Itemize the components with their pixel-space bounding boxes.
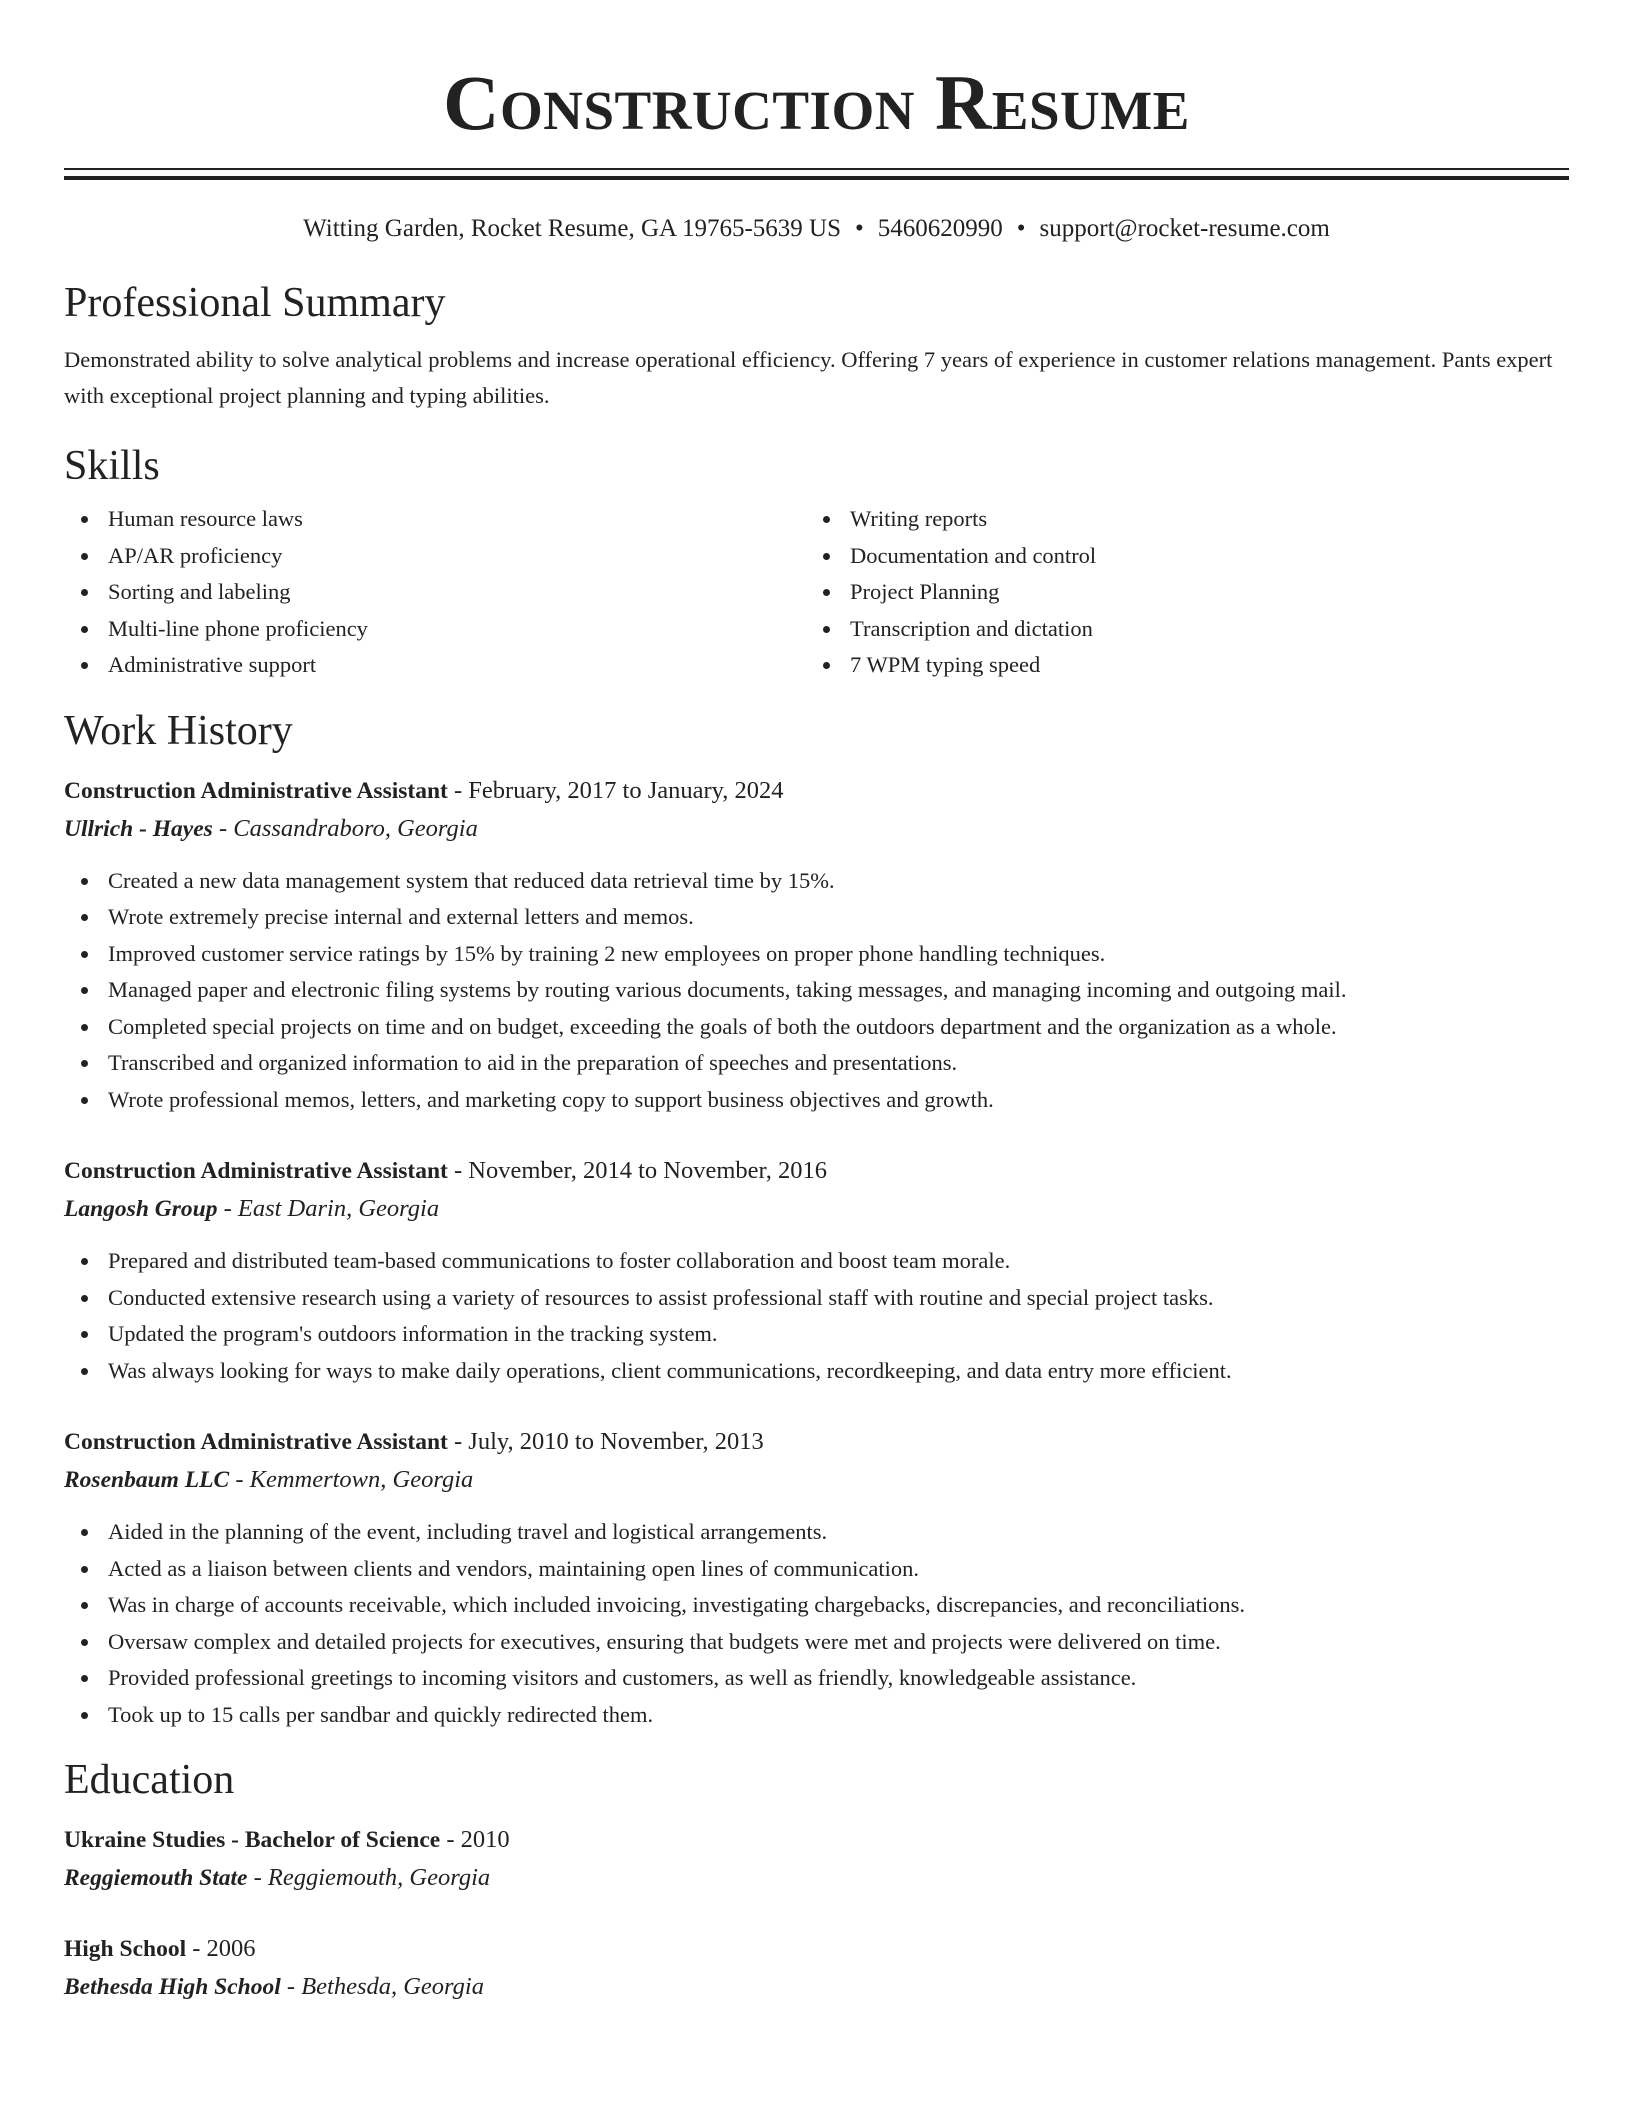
job-entry	[64, 772, 1569, 1119]
job-title: Construction Administrative Assistant	[64, 1158, 448, 1184]
contact-email: support@rocket-resume.com	[1039, 215, 1330, 242]
education-entry	[64, 1930, 1569, 2006]
job-title: Construction Administrative Assistant	[64, 777, 448, 804]
title-divider-thin	[64, 168, 1569, 170]
skill-item: Multi-line phone proficiency	[64, 611, 806, 648]
contact-line	[64, 214, 1569, 244]
education-year: 2006	[206, 1935, 256, 1962]
education-location: Reggiemouth, Georgia	[267, 1864, 491, 1891]
education-year: 2010	[460, 1826, 510, 1853]
job-company-line: Ullrich - Hayes - Cassandraboro, Georgia	[64, 814, 478, 842]
job-title-line: Construction Administrative Assistant - February, 2017 to January, 2024	[64, 776, 784, 804]
job-bullet: Improved customer service ratings by 15% by training 2 new employees on proper phone handling techniques.	[64, 936, 1569, 973]
job-bullet: Wrote professional memos, letters, and marketing copy to support business objectives and growth.	[64, 1082, 1569, 1119]
resume-title: Construction Resume	[443, 59, 1190, 146]
skills-column-right	[806, 501, 1548, 684]
education-heading: Education	[64, 1757, 235, 1803]
job-dates: November, 2014 to November, 2016	[468, 1157, 827, 1184]
skill-item: Administrative support	[64, 647, 806, 684]
job-entry	[64, 1152, 1569, 1389]
skill-item: Transcription and dictation	[806, 611, 1548, 648]
skill-item: AP/AR proficiency	[64, 538, 806, 575]
job-bullet: Was in charge of accounts receivable, which included invoicing, investigating chargebacks, discrepancies, and reconciliations.	[64, 1587, 1569, 1624]
skills-list	[64, 501, 1569, 684]
job-location: Cassandraboro, Georgia	[233, 814, 478, 842]
education-school: Bethesda High School	[64, 1974, 281, 2000]
job-bullet: Oversaw complex and detailed projects for executives, ensuring that budgets were met and projects were delivered on time.	[64, 1624, 1569, 1661]
job-bullet: Prepared and distributed team-based communications to foster collaboration and boost team morale.	[64, 1243, 1569, 1280]
job-company-line: Rosenbaum LLC - Kemmertown, Georgia	[64, 1466, 474, 1493]
skill-item: 7 WPM typing speed	[806, 647, 1548, 684]
work-history-heading: Work History	[64, 707, 293, 754]
resume-page	[64, 0, 1569, 2006]
education-location: Bethesda, Georgia	[301, 1973, 484, 2000]
contact-separator: •	[1016, 215, 1026, 242]
skills-heading: Skills	[64, 443, 160, 489]
job-company-line: Langosh Group - East Darin, Georgia	[64, 1195, 440, 1222]
skill-item: Writing reports	[806, 501, 1548, 538]
job-entry	[64, 1423, 1569, 1733]
job-bullets	[64, 1514, 1569, 1733]
education-school: Reggiemouth State	[64, 1865, 248, 1891]
job-company: Ullrich - Hayes	[64, 815, 213, 842]
education-degree: High School	[64, 1936, 187, 1962]
summary-heading: Professional Summary	[64, 280, 446, 326]
education-degree-line: Ukraine Studies - Bachelor of Science - 2010	[64, 1826, 510, 1853]
education-degree-line: High School - 2006	[64, 1935, 256, 1962]
education-school-line: Reggiemouth State - Reggiemouth, Georgia	[64, 1864, 491, 1891]
skill-item: Documentation and control	[806, 538, 1548, 575]
contact-address: Witting Garden, Rocket Resume, GA 19765-5639 US	[303, 215, 841, 242]
job-bullet: Managed paper and electronic filing systems by routing various documents, taking messages, and managing incoming and outgoing mail.	[64, 972, 1569, 1009]
title-divider-thick	[64, 176, 1569, 180]
skill-item: Sorting and labeling	[64, 574, 806, 611]
contact-phone: 5460620990	[877, 215, 1003, 242]
job-dates: July, 2010 to November, 2013	[468, 1428, 764, 1455]
job-bullet: Created a new data management system that reduced data retrieval time by 15%.	[64, 863, 1569, 900]
job-bullet: Conducted extensive research using a variety of resources to assist professional staff with routine and special project tasks.	[64, 1280, 1569, 1317]
job-location: East Darin, Georgia	[237, 1195, 440, 1222]
job-bullet: Was always looking for ways to make daily operations, client communications, recordkeeping, and data entry more efficient.	[64, 1353, 1569, 1390]
job-bullets	[64, 863, 1569, 1119]
job-location: Kemmertown, Georgia	[249, 1466, 474, 1493]
job-bullet: Transcribed and organized information to aid in the preparation of speeches and presentations.	[64, 1045, 1569, 1082]
job-bullet: Acted as a liaison between clients and vendors, maintaining open lines of communication.	[64, 1551, 1569, 1588]
education-school-line: Bethesda High School - Bethesda, Georgia	[64, 1973, 484, 2000]
job-bullet: Took up to 15 calls per sandbar and quickly redirected them.	[64, 1697, 1569, 1734]
contact-separator: •	[855, 215, 864, 242]
education-degree: Ukraine Studies - Bachelor of Science	[64, 1827, 441, 1853]
skills-column-left	[64, 501, 806, 684]
job-company: Langosh Group	[64, 1196, 218, 1222]
job-bullets	[64, 1243, 1569, 1389]
job-bullet: Provided professional greetings to incoming visitors and customers, as well as friendly, knowledgeable assistance.	[64, 1660, 1569, 1697]
job-bullet: Completed special projects on time and on budget, exceeding the goals of both the outdoors department and the organization as a whole.	[64, 1009, 1569, 1046]
job-title-line: Construction Administrative Assistant - July, 2010 to November, 2013	[64, 1428, 764, 1455]
job-title: Construction Administrative Assistant	[64, 1429, 448, 1455]
education-entry	[64, 1821, 1569, 1897]
job-bullet: Updated the program's outdoors information in the tracking system.	[64, 1316, 1569, 1353]
skill-item: Human resource laws	[64, 501, 806, 538]
skill-item: Project Planning	[806, 574, 1548, 611]
job-dates: February, 2017 to January, 2024	[468, 776, 784, 804]
job-title-line: Construction Administrative Assistant - November, 2014 to November, 2016	[64, 1157, 827, 1184]
summary-text: Demonstrated ability to solve analytical problems and increase operational efficiency. Offering 7 years of experience in customer relations management. Pants expert with exceptional project planning and typing abilities.	[64, 347, 1553, 408]
job-company: Rosenbaum LLC	[64, 1467, 230, 1493]
job-bullet: Wrote extremely precise internal and external letters and memos.	[64, 899, 1569, 936]
job-bullet: Aided in the planning of the event, including travel and logistical arrangements.	[64, 1514, 1569, 1551]
